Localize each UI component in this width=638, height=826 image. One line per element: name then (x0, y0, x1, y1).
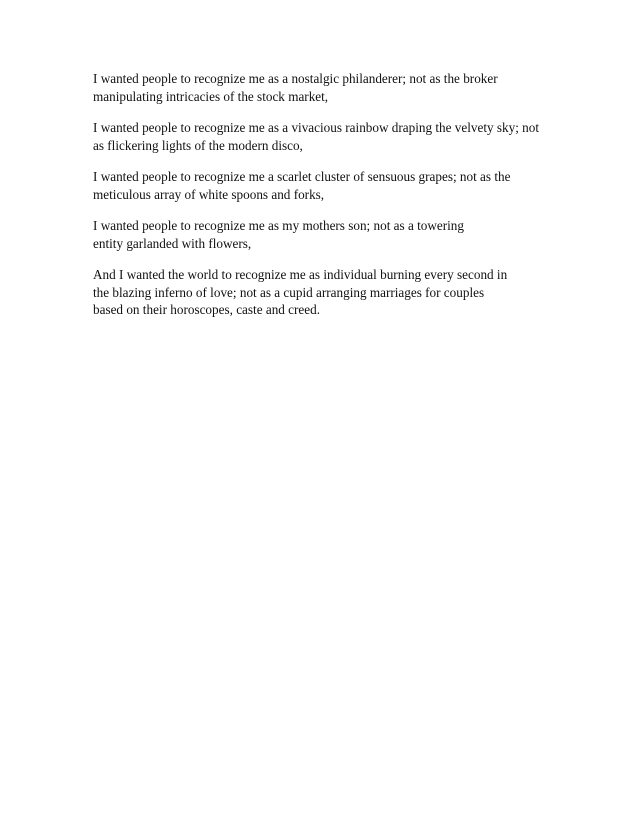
stanza-line: entity garlanded with flowers, (93, 235, 252, 251)
stanza-line: manipulating intricacies of the stock market, (93, 88, 329, 104)
stanza-2 (93, 119, 563, 154)
stanza-line: as flickering lights of the modern disco, (93, 137, 303, 153)
stanza-line: And I wanted the world to recognize me as individual burning every second in (93, 267, 508, 282)
stanza-line: meticulous array of white spoons and forks, (93, 186, 325, 202)
stanza-line: I wanted people to recognize me as a nostalgic philanderer; not as the broker (93, 71, 498, 86)
stanza-1 (93, 70, 563, 105)
stanza-5 (93, 266, 563, 319)
poem-body (93, 70, 563, 333)
stanza-line: the blazing inferno of love; not as a cupid arranging marriages for couples (93, 284, 485, 300)
stanza-line: based on their horoscopes, caste and creed. (93, 302, 321, 317)
stanza-3 (93, 168, 563, 203)
stanza-line: I wanted people to recognize me as a vivacious rainbow draping the velvety sky; not (93, 120, 540, 135)
stanza-line: I wanted people to recognize me a scarlet cluster of sensuous grapes; not as the (93, 169, 511, 184)
stanza-4 (93, 217, 563, 252)
stanza-line: I wanted people to recognize me as my mothers son; not as a towering (93, 218, 464, 233)
